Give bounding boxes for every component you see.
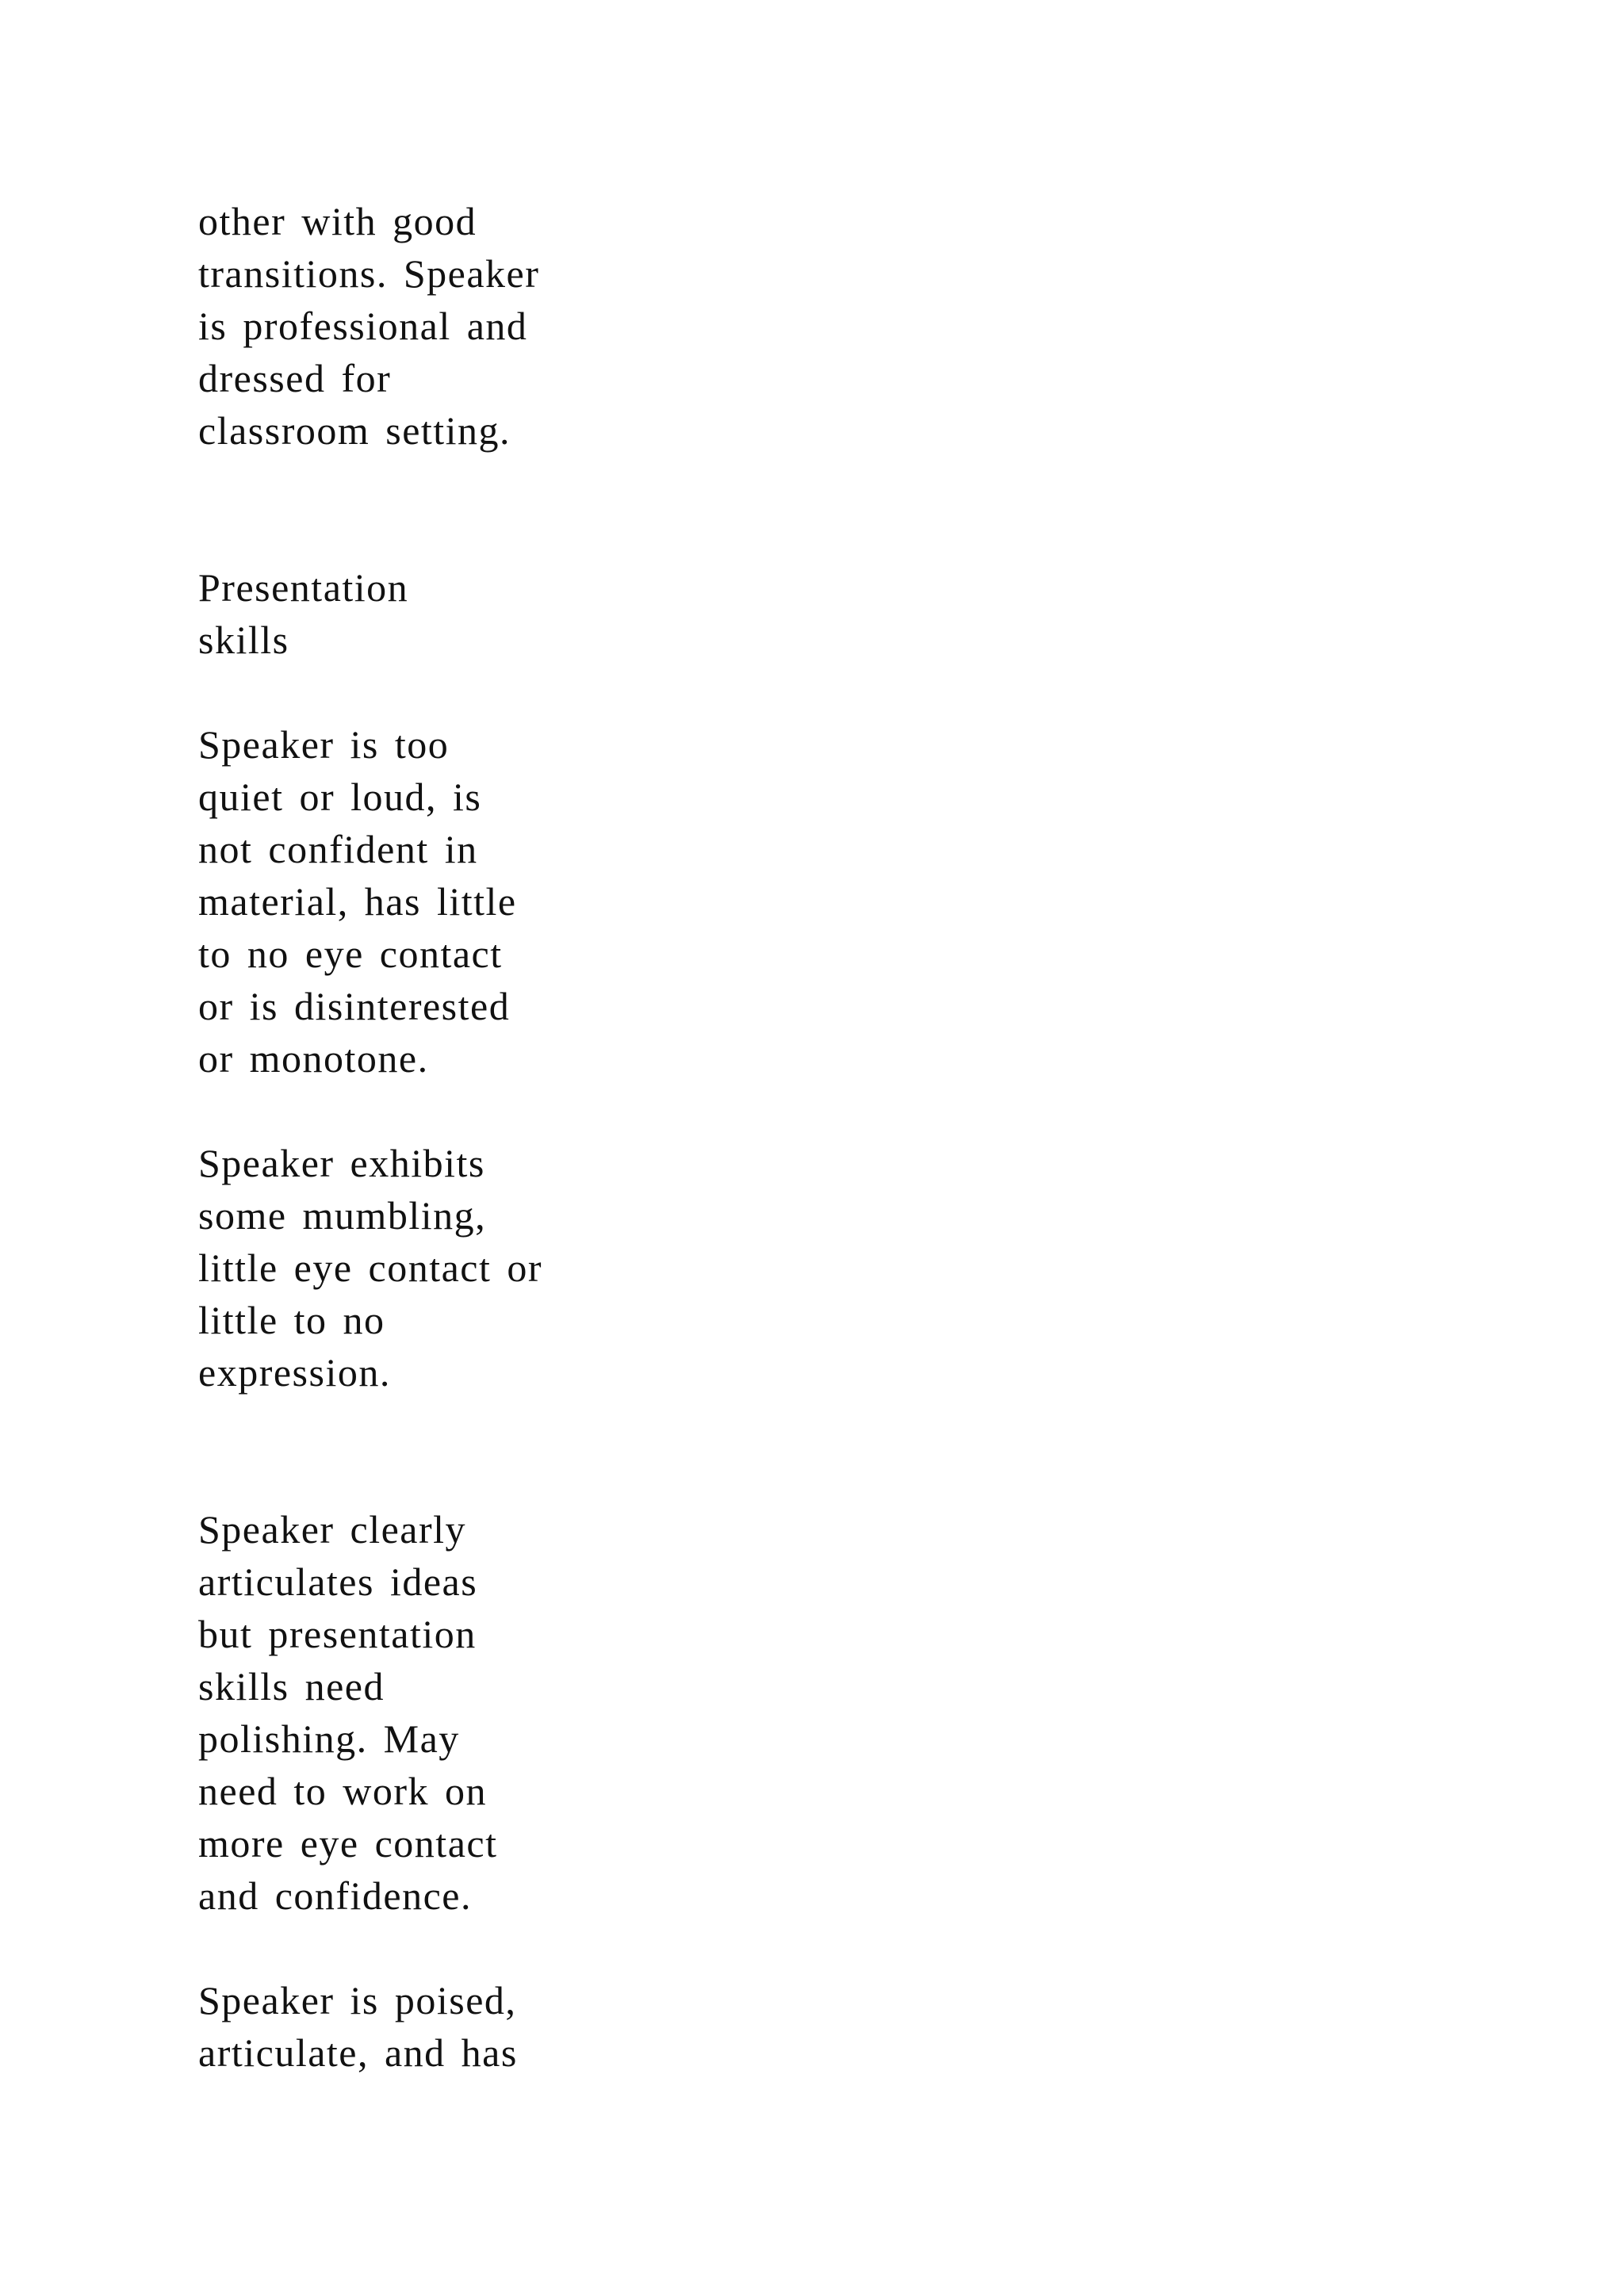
rubric-level-3-text: Speaker clearly articulates ideas but presentation skills need polishing. May need to work on more eye contact and confidence. — [198, 1507, 498, 1918]
paragraph-spacer — [198, 666, 753, 718]
paragraph-spacer — [198, 1922, 753, 1974]
rubric-text-column — [198, 195, 753, 2079]
paragraph-spacer — [198, 1399, 753, 1503]
rubric-level-1-text: Speaker is too quiet or loud, is not confident in material, has little to no eye contact or is disinterested or monotone. — [198, 722, 517, 1081]
paragraph-spacer — [198, 1085, 753, 1137]
criteria-continuation-text: other with good transitions. Speaker is professional and dressed for classroom setting. — [198, 199, 540, 453]
paragraph-spacer — [198, 457, 753, 561]
category-heading: Presentation skills — [198, 565, 409, 662]
rubric-level-2-text: Speaker exhibits some mumbling, little eye contact or little to no expression. — [198, 1141, 543, 1395]
rubric-level-4-text: Speaker is poised, articulate, and has — [198, 1978, 518, 2075]
